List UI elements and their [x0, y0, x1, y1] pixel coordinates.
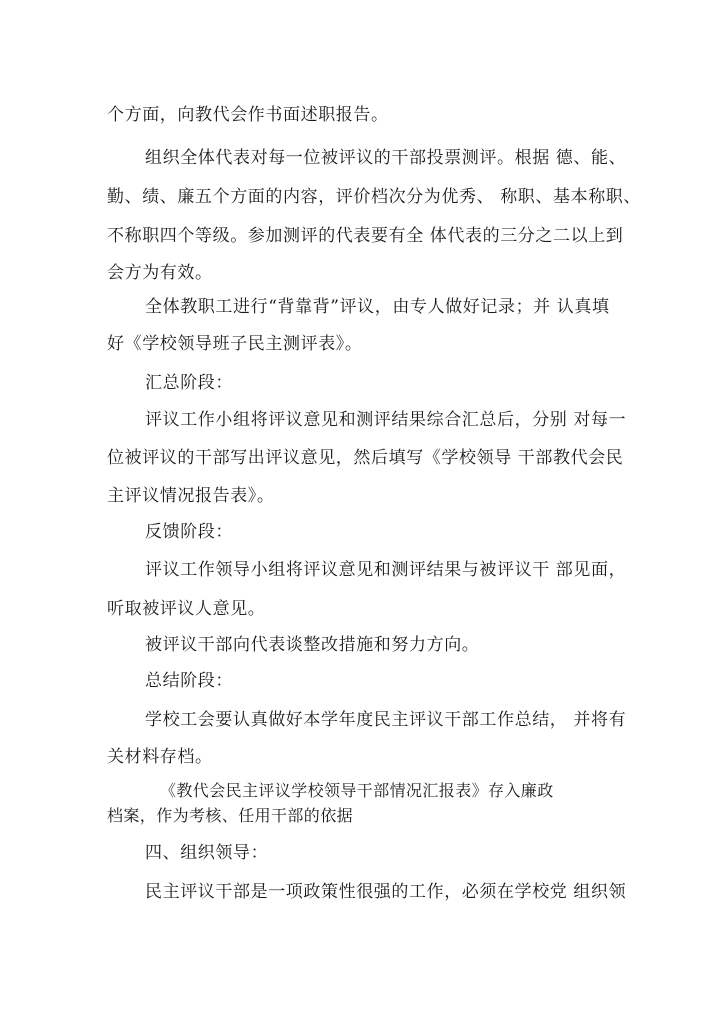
text-line-14: 听取被评议人意见。 [107, 599, 266, 619]
text-line-22: 民主评议干部是一项政策性很强的工作，必须在学校党 组织领 [145, 882, 627, 902]
text-line-17: 学校工会要认真做好本学年度民主评议干部工作总结， 并将有 [145, 710, 627, 730]
section-heading-feedback: 反馈阶段： [145, 522, 233, 542]
section-heading-conclusion: 总结阶段： [145, 671, 233, 691]
section-heading-summary: 汇总阶段： [145, 373, 233, 393]
text-line-2: 组织全体代表对每一位被评议的干部投票测评。根据 德、能、 [145, 148, 627, 168]
text-line-13: 评议工作领导小组将评议意见和测评结果与被评议干 部见面， [145, 560, 627, 580]
text-line-1: 个方面，向教代会作书面述职报告。 [107, 105, 389, 125]
text-line-3: 勤、绩、廉五个方面的内容，评价档次分为优秀、 称职、基本称职、 [107, 187, 642, 207]
section-heading-organization: 四、组织领导： [145, 843, 269, 863]
text-line-20: 档案，作为考核、任用干部的依据 [107, 806, 354, 825]
text-line-10: 位被评议的干部写出评议意见，然后填写《学校领导 干部教代会民 [107, 448, 624, 468]
text-line-6: 全体教职工进行“背靠背”评议，由专人做好记录；并 认真填 [145, 297, 610, 317]
text-line-18: 关材料存档。 [107, 747, 213, 767]
text-line-7: 好《学校领导班子民主测评表》。 [107, 334, 363, 354]
text-line-5: 会方为有效。 [107, 263, 213, 283]
text-line-9: 评议工作小组将评议意见和测评结果综合汇总后，分别 对每一 [145, 410, 627, 430]
text-line-11: 主评议情况报告表》。 [107, 486, 275, 506]
text-line-15: 被评议干部向代表谈整改措施和努力方向。 [145, 635, 480, 655]
text-line-19: 《教代会民主评议学校领导干部情况汇报表》存入廉政 [160, 781, 554, 800]
text-line-4: 不称职四个等级。参加测评的代表要有全 体代表的三分之二以上到 [107, 226, 624, 246]
